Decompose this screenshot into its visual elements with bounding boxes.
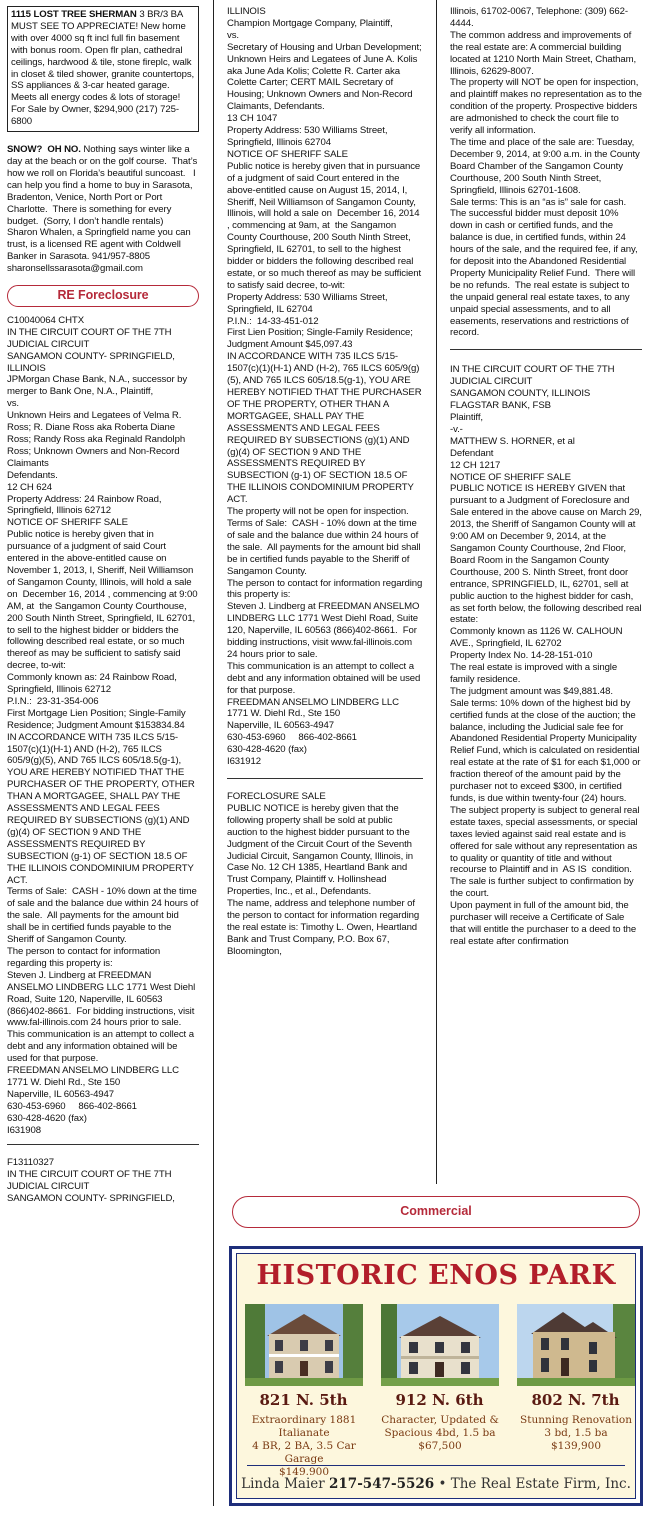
ad-title: HISTORIC ENOS PARK	[256, 1260, 616, 1291]
snow-headline: SNOW? OH NO.	[7, 144, 81, 156]
house-1-price: $149.900	[278, 1466, 330, 1478]
commercial-heading: Commercial	[232, 1196, 640, 1228]
house-3-line2: 3 bd, 1.5 ba	[544, 1427, 608, 1439]
house-description-1	[239, 1414, 369, 1479]
house-1-line2: 4 BR, 2 BA, 3.5 Car Garage	[252, 1440, 356, 1465]
column-3	[450, 6, 642, 948]
contact-phone: 217-547-5526	[329, 1476, 435, 1492]
contact-name: Linda Maier	[241, 1476, 325, 1492]
notice-williams-street: ILLINOIS Champion Mortgage Company, Plaintiff, vs. Secretary of Housing and Urban Development; Unknown Heirs and Legatees of June A. Kolis aka June Ada Kolis; Colette R. Carter aka Colette Carter; CERT MAIL Secretary of Housing; Unknown Owners and Non-Record Claimants, Defendants. 13 CH 1047 Property Address: 530 Williams Street, Springfield, Illinois 62704 NOTICE OF SHERIFF SALE Public notice is hereby given that in pursuance of a judgment of said Court entered in the above-entitled cause on August 15, 2014, I, Sheriff, Neil Williamson of Sangamon County, Illinois, will hold a sale on December 16, 2014 , commencing at 9am, at the Sangamon County Courthouse, 200 South Ninth Street, Springfield, IL 62701, to sell to the highest bidder or bidders the following described real estate, or so much thereof as may be sufficient to satisfy said decree, to-wit: Property Address: 530 Williams Street, Springfield, IL 62704 P.I.N.: 14-33-451-012 First Lien Position; Single-Family Residence; Judgment Amount $45,097.43 IN ACCORDANCE WITH 735 ILCS 5/15-1507(c)(1)(H-1) AND (H-2), 765 ILCS 605/9(g)(5), AND 765 ILCS 605/18.5(g-1), YOU ARE HEREBY NOTIFIED THAT THE PURCHASER OF THE PROPERTY, OTHER THAN A MORTGAGEE, SHALL PAY THE ASSESSMENTS AND LEGAL FEES REQUIRED BY SUBSECTIONS (g)(1) AND (g)(4) OF SECTION 9 AND THE ASSESSMENTS REQUIRED BY SUBSECTION (g-1) OF SECTION 18.5 OF THE ILLINOIS CONDOMINIUM PROPERTY ACT. The property will not be open for inspection. Terms of Sale: CASH - 10% down at the time of sale and the balance due within 24 hours of the sale. All payments for the amount bid shall be in certified funds payable to the Sheriff of Sangamon County. The person to contact for information regarding this property is: Steven J. Lindberg at FREEDMAN ANSELMO LINDBERG LLC 1771 West Diehl Road, Suite 120, Naperville, IL 60563 (866)402-8661. For bidding instructions, visit www.fal-illinois.com 24 hours prior to sale. This communication is an attempt to collect a debt and any information obtained will be used for that purpose. FREEDMAN ANSELMO LINDBERG LLC 1771 W. Diehl Rd., Ste 150 Naperville, IL 60563-4947 630-453-6960 866-402-8661 630-428-4620 (fax) I631912	[227, 6, 423, 768]
house-address-3: 802 N. 7th	[531, 1391, 620, 1409]
house-description-2	[375, 1414, 505, 1453]
contact-bullet: •	[438, 1476, 447, 1492]
snow-body: Nothing says winter like a day at the beach or on the golf course. That’s how we roll on Florida’s beautiful suncoast. I can help you find a home to buy in Sarasota, Bradenton, Venice, North Port or Port Charlotte. There is something for every budget. (Sorry, I don’t handle rentals) Sharon Whalen, a Springfield name you can trust, is a licensed RE agent with Coldwell Banker in Sarasota. 941/957-8805 sharonsellssarasota@gmail.com	[7, 144, 200, 275]
house-2-line1: Character, Updated &	[381, 1414, 499, 1426]
notice-chatham-foreclosure-start: FORECLOSURE SALE PUBLIC NOTICE is hereby given that the following property shall be sold at public auction to the highest bidder pursuant to the Judgment of the Circuit Court of the Seventh Judicial Circuit, Sangamon County, Illinois, in Case No. 12 CH 1385, Heartland Bank and Trust Company, Plaintiff v. Hollinshead Properties, Inc., et al., Defendants. The name, address and telephone number of the person to contact for information regarding the real estate is: Timothy L. Owen, Heartland Bank and Trust Company, P.O. Box 67, Bloomington,	[227, 791, 420, 957]
sherman-listing-ad	[7, 6, 199, 132]
enos-park-ad	[229, 1246, 643, 1506]
re-foreclosure-heading: RE Foreclosure	[7, 285, 199, 307]
snow-ad	[7, 144, 199, 275]
sherman-headline: 1115 LOST TREE SHERMAN	[11, 9, 137, 20]
house-photo-802-n-7th	[517, 1304, 635, 1386]
sherman-body: 3 BR/3 BA MUST SEE TO APPRECIATE! New home with over 4000 sq ft incl full fin basement with bonus room. Open flr plan, cathedral ceilings, hardwood & tile, stone fireplc, walk in closet & tiled shower, granite countertops, SS appliances & 3-car heated garage. Meets all energy codes & lots of storage! For Sale by Owner, $294,900 (217) 725-6800	[11, 9, 197, 128]
notice-williams-street-start: F13110327 IN THE CIRCUIT COURT OF THE 7TH JUDICIAL CIRCUIT SANGAMON COUNTY- SPRINGFIELD,	[7, 1157, 175, 1205]
house-description-3	[511, 1414, 641, 1453]
house-address-1: 821 N. 5th	[259, 1391, 348, 1409]
house-2-line2: Spacious 4bd, 1.5 ba	[384, 1427, 496, 1439]
ad-divider	[247, 1465, 625, 1466]
ad-contact-line	[237, 1476, 635, 1492]
column-rule-1	[213, 0, 214, 1506]
house-2-price: $67,500	[418, 1440, 462, 1452]
house-1-line1: Extraordinary 1881 Italianate	[251, 1414, 357, 1439]
ad-panel	[236, 1253, 636, 1499]
house-address-2: 912 N. 6th	[395, 1391, 484, 1409]
column-1	[7, 6, 199, 1205]
column-rule-2	[436, 0, 437, 1184]
notice-chatham-foreclosure: Illinois, 61702-0067, Telephone: (309) 662-4444. The common address and improvements of the real estate are: A commercial building located at 1210 North Main Street, Chatham, Illinois, 62629-8007. The property will NOT be open for inspection, and plaintiff makes no representation as to the condition of the property. Prospective bidders are admonished to check the court file to verify all information. The time and place of the sale are: Tuesday, December 9, 2014, at 9:00 a.m. in the County Board Chamber of the Sangamon County Courthouse, 200 South Ninth Street, Springfield, Illinois 62701-1608. Sale terms: This is an “as is” sale for cash. The successful bidder must deposit 10% down in cash or certified funds, and the balance is due, in certified funds, within 24 hours of the sale, and the required fee, if any, for deposit into the Abandoned Residential Property Municipality Relief Fund. There will be no refunds. The real estate is subject to the unpaid general real estate taxes, to any unpaid special assessments, and to all easements, reservations and restrictions of record.	[450, 6, 642, 339]
house-3-price: $139,900	[550, 1440, 602, 1452]
column-2	[227, 6, 423, 958]
house-photo-912-n-6th	[381, 1304, 499, 1386]
notice-calhoun-ave: IN THE CIRCUIT COURT OF THE 7TH JUDICIAL CIRCUIT SANGAMON COUNTY, ILLINOIS FLAGSTAR BANK, FSB Plaintiff, -v.- MATTHEW S. HORNER, et al Defendant 12 CH 1217 NOTICE OF SHERIFF SALE PUBLIC NOTICE IS HEREBY GIVEN that pursuant to a Judgment of Foreclosure and Sale entered in the above cause on March 29, 2013, the Sheriff of Sangamon County will at 9:00 AM on December 9, 2014, at the Sangamon County Courthouse, 2nd Floor, Board Room in the Sangamon County Courthouse, 200 S. Ninth Street, front door entrance, SPRINGFIELD, IL, 62701, sell at public auction to the highest bidder for cash, as set forth below, the following described real estate: Commonly known as 1126 W. CALHOUN AVE., Springfield, IL 62702 Property Index No. 14-28-151-010 The real estate is improved with a single family residence. The judgment amount was $49,881.48. Sale terms: 10% down of the highest bid by certified funds at the close of the auction; the balance, including the Judicial sale fee for Abandoned Residential Property Municipality Relief Fund, which is calculated on residential real estate at the rate of $1 for each $1,000 or fraction thereof of the amount paid by the purchaser not to exceed $300, in certified funds, is due within twenty-four (24) hours. The subject property is subject to general real estate taxes, special assessments, or special taxes levied against said real estate and is offered for sale without any representation as to quality or quantity of title and without recourse to Plaintiff and in AS IS condition. The sale is further subject to confirmation by the court. Upon payment in full of the amount bid, the purchaser will receive a Certificate of Sale that will entitle the purchaser to a deed to the real estate after confirmation	[450, 364, 642, 947]
house-3-line1: Stunning Renovation	[520, 1414, 632, 1426]
contact-firm: The Real Estate Firm, Inc.	[450, 1476, 631, 1492]
notice-rainbow-road: C10040064 CHTX IN THE CIRCUIT COURT OF THE 7TH JUDICIAL CIRCUIT SANGAMON COUNTY- SPRINGFIELD, ILLINOIS JPMorgan Chase Bank, N.A., successor by merger to Bank One, N.A., Plaintiff, vs. Unknown Heirs and Legatees of Velma R. Ross; R. Diane Ross aka Roberta Diane Ross; Randy Ross aka Reginald Randolph Ross; Unknown Owners and Non-Record Claimants Defendants. 12 CH 624 Property Address: 24 Rainbow Road, Springfield, Illinois 62712 NOTICE OF SHERIFF SALE Public notice is hereby given that in pursuance of a judgment of said Court entered in the above-entitled cause on November 1, 2013, I, Sheriff, Neil Williamson of Sangamon County, Illinois, will hold a sale on December 16, 2014 , commencing at 9:00 AM, at the Sangamon County Courthouse, 200 South Ninth Street, Springfield, IL 62701, to sell to the highest bidder or bidders the following described real estate, or so much thereof as may be sufficient to satisfy said decree, to-wit: Commonly known as: 24 Rainbow Road, Springfield, Illinois 62712 P.I.N.: 23-31-354-006 First Mortgage Lien Position; Single-Family Residence; Judgment Amount $153834.84 IN ACCORDANCE WITH 735 ILCS 5/15-1507(c)(1)(H-1) AND (H-2), 765 ILCS 605/9(g)(5), AND 765 ILCS 605/18.5(g-1), YOU ARE HEREBY NOTIFIED THAT THE PURCHASER OF THE PROPERTY, OTHER THAN A MORTGAGEE, SHALL PAY THE ASSESSMENTS AND LEGAL FEES REQUIRED BY SUBSECTIONS (g)(1) AND (g)(4) OF SECTION 9 AND THE ASSESSMENTS REQUIRED BY SUBSECTION (g-1) OF SECTION 18.5 OF THE ILLINOIS CONDOMINIUM PROPERTY ACT. Terms of Sale: CASH - 10% down at the time of sale and the balance due within 24 hours of the sale. All payments for the amount bid shall be in certified funds payable to the Sheriff of Sangamon County. The person to contact for information regarding this property is: Steven J. Lindberg at FREEDMAN ANSELMO LINDBERG LLC 1771 West Diehl Road, Suite 120, Naperville, IL 60563 (866)402-8661. For bidding instructions, visit www.fal-illinois.com 24 hours prior to sale. This communication is an attempt to collect a debt and any information obtained will be used for that purpose. FREEDMAN ANSELMO LINDBERG LLC 1771 W. Diehl Rd., Ste 150 Naperville, IL 60563-4947 630-453-6960 866-402-8661 630-428-4620 (fax) I631908	[7, 314, 199, 1136]
house-photo-821-n-5th	[245, 1304, 363, 1386]
